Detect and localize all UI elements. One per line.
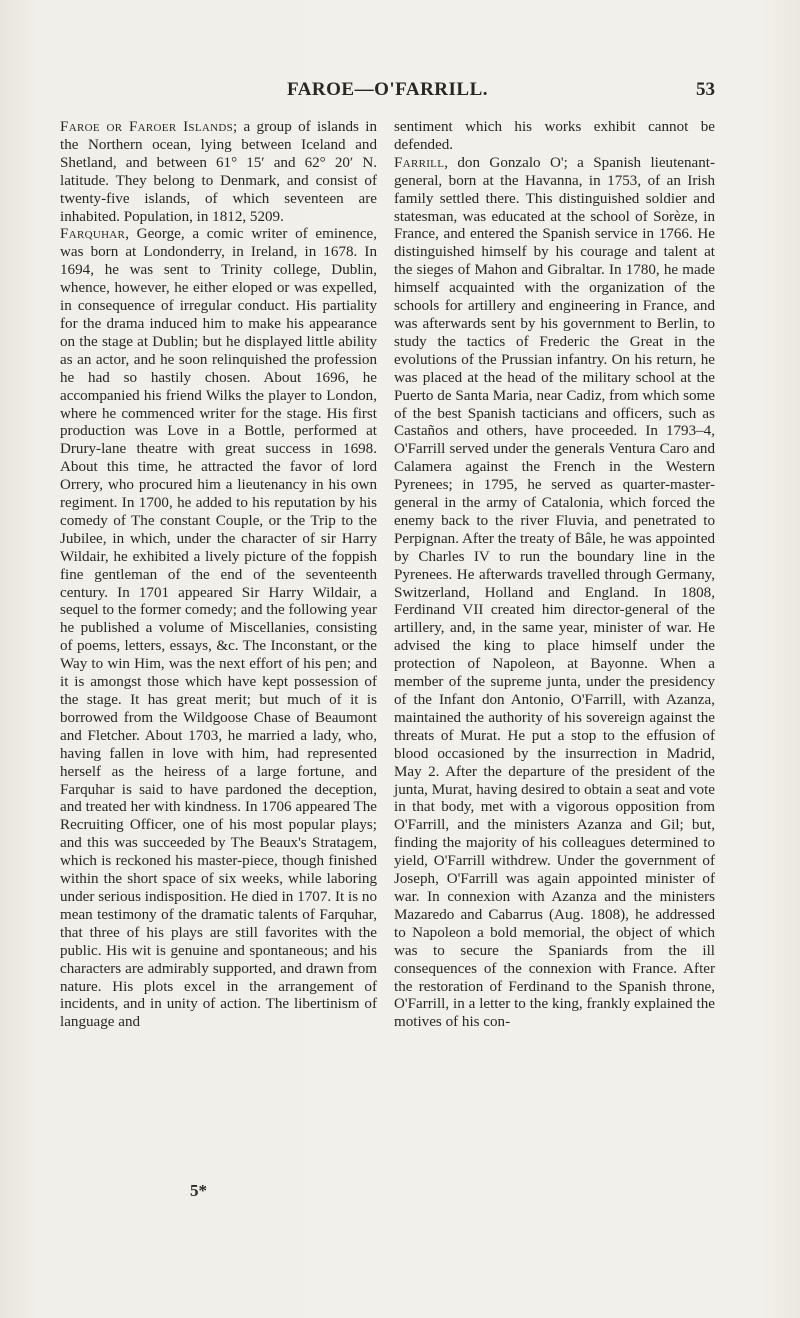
entry-text: ; a group of islands in the Northern ocean, lying between Iceland and Shetland, and between 61° 15′ and 62° 20′ N. latitude. They belong to Denmark, and consist of twenty-five islands, of which seventeen are inhabited. Population, in 1812, 5209. (60, 119, 377, 225)
entry-text: , don Gonzalo O'; a Spanish lieutenant-general, born at the Havanna, in 1753, of an Irish family settled there. This distinguished soldier and statesman, was educated at the school of Sorèze, in France, and entered the Spanish service in 1766. He distinguished himself by his courage and talent at the sieges of Mahon and Gibraltar. In 1780, he made himself acquainted with the organization of the schools for artillery and engineering in France, and was afterwards sent by his government to Berlin, to study the tactics of Frederic the Great in the evolutions of the Prussian infantry. On his return, he was placed at the head of the military school at the Puerto de Santa Maria, near Cadiz, from which some of the best Spanish tacticians and officers, such as Castaños and others, have proceeded. In 1793–4, O'Farrill served under the generals Ventura Caro and Calamera against the French in the Western Pyrenees; in 1795, he served as quarter-master-general in the army of Catalonia, which forced the enemy back to the river Fluvia, and penetrated to Perpignan. After the treaty of Bâle, he was appointed by Charles IV to run the boundary line in the Pyrenees. He afterwards travelled through Germany, Switzerland, Holland and England. In 1808, Ferdinand VII created him director-general of the artillery, and, in the same year, minister of war. He advised the king to place himself under the protection of Napoleon, at Bayonne. When a member of the supreme junta, under the presidency of the Infant don Antonio, O'Farrill, with Azanza, maintained the authority of his sovereign against the threats of Murat. He put a stop to the effusion of blood occasioned by the insurrection in Madrid, May 2. After the departure of the president of the junta, Murat, having desired to obtain a seat and vote in that body, met with a vigorous opposition from O'Farrill, and the ministers Azanza and Gil; but, finding the majority of his colleagues determined to yield, O'Farrill withdrew. Under the government of Joseph, O'Farrill was again appointed minister of war. In connexion with Azanza and the ministers Mazaredo and Cabarrus (Aug. 1808), he addressed to Napoleon a bold memorial, the object of which was to secure the Spaniards from the ill consequences of the connexion with France. After the restoration of Ferdinand to the Spanish throne, O'Farrill, in a letter to the king, frankly explained the motives of his con- (394, 154, 715, 1031)
entry-faroe (60, 119, 377, 226)
signature-mark: 5* (190, 1181, 207, 1200)
right-column (394, 119, 715, 1032)
page-header (60, 79, 715, 109)
entry-farquhar (60, 226, 377, 1032)
entry-headword: Farquhar (60, 226, 126, 243)
entry-text: sentiment which his works exhibit cannot be defended. (394, 119, 715, 153)
entry-farquhar-continued (394, 119, 715, 155)
left-column (60, 119, 377, 1032)
entry-headword: Farrill (394, 154, 445, 171)
entry-ofarrill (394, 155, 715, 1032)
entry-headword: Faroe or Faroer Islands (60, 119, 233, 135)
running-title: FAROE—O'FARRILL. (287, 79, 488, 100)
page-number: 53 (696, 79, 715, 100)
entry-text: , George, a comic writer of eminence, was born at Londonderry, in Ireland, in 1678. In 1694, he was sent to Trinity college, Dublin, whence, however, he either eloped or was expelled, in consequence of irregular conduct. His partiality for the drama induced him to make his appearance on the stage at Dublin; but he displayed little ability as an actor, and he soon relinquished the profession he had so hastily chosen. About 1696, he accompanied his friend Wilks the player to London, where he commenced writer for the stage. His first production was Love in a Bottle, performed at Drury-lane theatre with great success in 1698. About this time, he attracted the favor of lord Orrery, who procured him a lieutenancy in his own regiment. In 1700, he added to his reputation by his comedy of The constant Couple, or the Trip to the Jubilee, in which, under the character of sir Harry Wildair, he exhibited a lively picture of the foppish fine gentleman of the end of the seventeenth century. In 1701 appeared Sir Harry Wildair, a sequel to the former comedy; and the following year he published a volume of Miscellanies, consisting of poems, letters, essays, &c. The Inconstant, or the Way to win Him, was the next effort of his pen; and it is amongst those which have kept possession of the stage. It has great merit; but much of it is borrowed from the Wildgoose Chase of Beaumont and Fletcher. About 1703, he married a lady, who, having fallen in love with him, had represented herself as the heiress of a large fortune, and Farquhar is said to have pardoned the deception, and treated her with kindness. In 1706 appeared The Recruiting Officer, one of his most popular plays; and this was succeeded by The Beaux's Stratagem, which is reckoned his master-piece, though finished within the short space of six weeks, while laboring under serious indisposition. He died in 1707. It is no mean testimony of the dramatic talents of Farquhar, that three of his plays are still favorites with the public. His wit is genuine and spontaneous; and his characters are admirably supported, and drawn from nature. His plots excel in the arrangement of incidents, and in unity of action. The libertinism of language and (60, 226, 377, 1031)
